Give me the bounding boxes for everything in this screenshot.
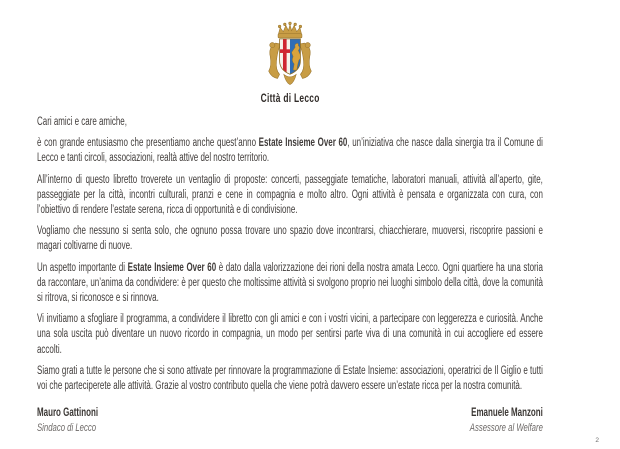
lecco-coat-of-arms-icon [264, 20, 316, 88]
signature-mayor [37, 406, 98, 435]
signature-title: Assessore al Welfare [469, 422, 543, 435]
logo-caption: Città di Lecco [260, 91, 320, 105]
paragraph-thanks [37, 364, 543, 394]
greeting [37, 115, 543, 130]
greeting-text: Cari amici e care amiche, [37, 116, 127, 128]
paragraph-booklet [37, 173, 543, 219]
paragraph-text: All’interno di questo libretto troverete un ventaglio di proposte: concerti, passeggiate tematiche, laboratori manuali, attività all’aperto, gite, passeggiate per la città, incontri culturali, pranzi e cene in compagnia e molto altro. Ogni attività è pensata e organizzata con cura, con l’obiettivo di rendere l’estate serena, ricca di opportunità e di condivisione. [37, 173, 543, 217]
signature-name: Mauro Gattinoni [37, 407, 99, 420]
paragraph-text: Vi invitiamo a sfogliare il programma, a condividere il libretto con gli amici e con i vostri vicini, a partecipare con leggerezza e curiosità. Anche una sola uscita può diventare un nuovo ricordo in compagnia, un modo per sentirsi parte viva di una comunità in cui accogliere ed essere accolti. [37, 313, 543, 356]
paragraph-text: , un’iniziativa che nasce dalla sinergia tra il Comune di Lecco e tanti circoli, associazioni, realtà attive del nostro territorio. [37, 137, 543, 165]
paragraph-nobody-alone [37, 224, 543, 254]
letter-body [37, 115, 543, 435]
paragraph-text: Siamo grati a tutte le persone che si sono attivate per rinnovare la programmazione di Estate Insieme: associazioni, operatrici de Il Giglio e tutti voi che parteciperete alle attività. Grazie al vostro contributo quella che viene potrà davvero essere un’estate ricca per la nostra comunità. [37, 364, 543, 393]
paragraph-text: è dato dalla valorizzazione dei rioni della nostra amata Lecco. Ogni quartiere ha una storia da raccontare, un’anima da condividere: è per questo che moltissime attività si svolgono proprio nei luoghi simbolo della città, dove la comunità si ritrova, si riconosce e si rinnova. [37, 261, 543, 305]
signature-name: Emanuele Manzoni [471, 407, 543, 420]
signatures [37, 406, 543, 435]
logo-caption-line [37, 89, 543, 107]
paragraph-text: è con grande entusiasmo che presentiamo anche quest’anno [37, 137, 259, 150]
signature-welfare [470, 406, 543, 435]
signature-title: Sindaco di Lecco [37, 422, 97, 435]
page-content [37, 20, 543, 435]
paragraph-intro [37, 136, 543, 166]
header [37, 20, 543, 107]
paragraph-text: Vogliamo che nessuno si senta solo, che ognuno possa trovare uno spazio dove incontrarsi, chiacchierare, muoversi, riscoprire passioni e magari coltivarne di nuove. [37, 225, 543, 253]
paragraph-bold-text: Estate Insieme Over 60 [258, 137, 348, 150]
paragraph-bold-text: Estate Insieme Over 60 [127, 261, 217, 274]
page-number: 2 [595, 437, 599, 444]
paragraph-text: Un aspetto importante di [37, 261, 128, 274]
paragraph-invitation [37, 312, 543, 358]
paragraph-districts [37, 261, 543, 307]
